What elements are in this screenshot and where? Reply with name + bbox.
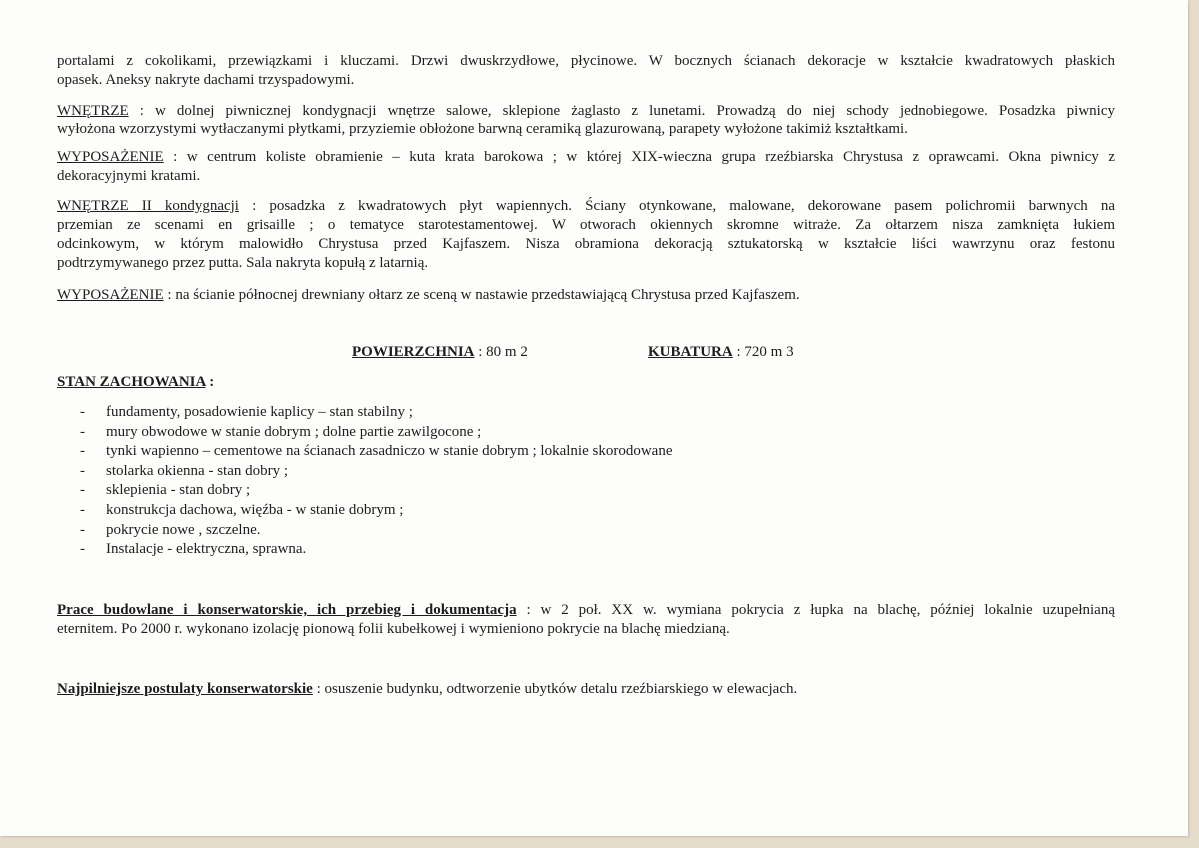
area bbox=[352, 343, 528, 361]
bullet-dash: - bbox=[80, 443, 85, 460]
bullet-dash: - bbox=[80, 423, 85, 440]
condition-colon: : bbox=[205, 374, 215, 390]
bullet-dash: - bbox=[80, 404, 85, 420]
condition-item-text: fundamenty, posadowienie kaplicy – stan stabilny ; bbox=[106, 404, 413, 420]
bullet-dash: - bbox=[80, 502, 85, 518]
wnetrze2-heading: WNĘTRZE II kondygnacji bbox=[57, 198, 239, 214]
wyposazenie2-heading: WYPOSAŻENIE bbox=[57, 287, 164, 303]
condition-item-text: pokrycie nowe , szczelne. bbox=[106, 521, 261, 538]
works-line-2: eternitem. Po 2000 r. wykonano izolację pionową folii kubełkowej i wymieniono pokrycie na blachę miedzianą. bbox=[57, 621, 730, 637]
wnetrze2-line-2: przemian ze scenami en grisaille ; o tematyce starotestamentowej. W otworach okiennych skromne witraże. Za ołtarzem nisza zamknięta łukiem bbox=[57, 217, 1115, 233]
condition-item bbox=[80, 540, 306, 558]
wnetrze2-line-1 bbox=[57, 197, 1115, 215]
condition-item bbox=[80, 442, 672, 460]
condition-item-text: mury obwodowe w stanie dobrym ; dolne partie zawilgocone ; bbox=[106, 423, 482, 440]
intro-line-1: portalami z cokolikami, przewiązkami i kluczami. Drzwi dwuskrzydłowe, płycinowe. W bocznych ścianach dekoracje w kształcie kwadratowych płaskich bbox=[57, 53, 1115, 69]
wnetrze-heading: WNĘTRZE bbox=[57, 103, 129, 119]
works-text: : w 2 poł. XX w. wymiana pokrycia z łupka na blachę, później lokalnie uzupełnianą bbox=[516, 602, 1115, 618]
volume-label: KUBATURA bbox=[648, 344, 733, 360]
condition-item bbox=[80, 501, 403, 519]
condition-item bbox=[80, 462, 288, 480]
area-label: POWIERZCHNIA bbox=[352, 344, 475, 360]
postulates-text: : osuszenie budynku, odtworzenie ubytków detalu rzeźbiarskiego w elewacjach. bbox=[312, 681, 798, 697]
condition-item bbox=[80, 481, 250, 499]
condition-heading: STAN ZACHOWANIA bbox=[57, 374, 206, 390]
volume bbox=[648, 343, 794, 361]
intro-line-2: opasek. Aneksy nakryte dachami trzyspadowymi. bbox=[57, 72, 355, 88]
volume-value: : 720 m 3 bbox=[732, 344, 794, 360]
works-heading: Prace budowlane i konserwatorskie, ich przebieg i dokumentacja bbox=[57, 602, 517, 618]
condition-item-text: stolarka okienna - stan dobry ; bbox=[106, 462, 289, 479]
wyposazenie-heading: WYPOSAŻENIE bbox=[57, 149, 164, 165]
wnetrze2-line-4: podtrzymywanego przez putta. Sala nakryta kopułą z latarnią. bbox=[57, 255, 429, 271]
wnetrze-line-1 bbox=[57, 102, 1115, 120]
condition-heading-line bbox=[57, 373, 214, 391]
bullet-dash: - bbox=[80, 462, 85, 479]
wyposazenie-line-2: dekoracyjnymi kratami. bbox=[57, 168, 201, 184]
area-value: : 80 m 2 bbox=[474, 344, 528, 360]
wnetrze-line-2: wyłożona wzorzystymi wytłaczanymi płytkami, przyziemie obłożone barwną ceramiką glazurowaną, parapety wyłożone takimiż kształtkami. bbox=[57, 121, 908, 137]
works-line-1 bbox=[57, 601, 1115, 619]
condition-item-text: konstrukcja dachowa, więźba - w stanie dobrym ; bbox=[106, 502, 404, 518]
bullet-dash: - bbox=[80, 541, 85, 558]
condition-item bbox=[80, 521, 261, 539]
postulates-heading: Najpilniejsze postulaty konserwatorskie bbox=[57, 681, 313, 697]
condition-item bbox=[80, 423, 481, 441]
bullet-dash: - bbox=[80, 521, 85, 538]
bullet-dash: - bbox=[80, 482, 85, 499]
wyposazenie2-text: : na ścianie północnej drewniany ołtarz ze sceną w nastawie przedstawiającą Chrystusa przed Kajfaszem. bbox=[163, 287, 800, 303]
wyposazenie-text: : w centrum koliste obramienie – kuta krata barokowa ; w której XIX-wieczna grupa rzeźbiarska Chrystusa z oprawcami. Okna piwnicy z bbox=[163, 149, 1115, 165]
condition-item-text: Instalacje - elektryczna, sprawna. bbox=[106, 541, 307, 558]
wnetrze2-text: : posadzka z kwadratowych płyt wapiennych. Ściany otynkowane, malowane, dekorowane pasem polichromii barwnych na bbox=[238, 198, 1115, 214]
wyposazenie-line-1 bbox=[57, 148, 1115, 166]
condition-item-text: sklepienia - stan dobry ; bbox=[106, 482, 251, 499]
condition-item bbox=[80, 403, 413, 421]
wnetrze-text: : w dolnej piwnicznej kondygnacji wnętrze salowe, sklepione żaglasto z lunetami. Prowadzą do niej schody jednobiegowe. Posadzka piwnicy bbox=[128, 103, 1115, 119]
postulates-line bbox=[57, 680, 797, 698]
wyposazenie2-line bbox=[57, 286, 800, 304]
wnetrze2-line-3: odcinkowym, w którym malowidło Chrystusa przed Kajfaszem. Nisza obramiona dekoracją sztukatorską w kształcie liści wawrzynu oraz festonu bbox=[57, 236, 1115, 252]
condition-item-text: tynki wapienno – cementowe na ścianach zasadniczo w stanie dobrym ; lokalnie skorodowane bbox=[106, 443, 673, 460]
